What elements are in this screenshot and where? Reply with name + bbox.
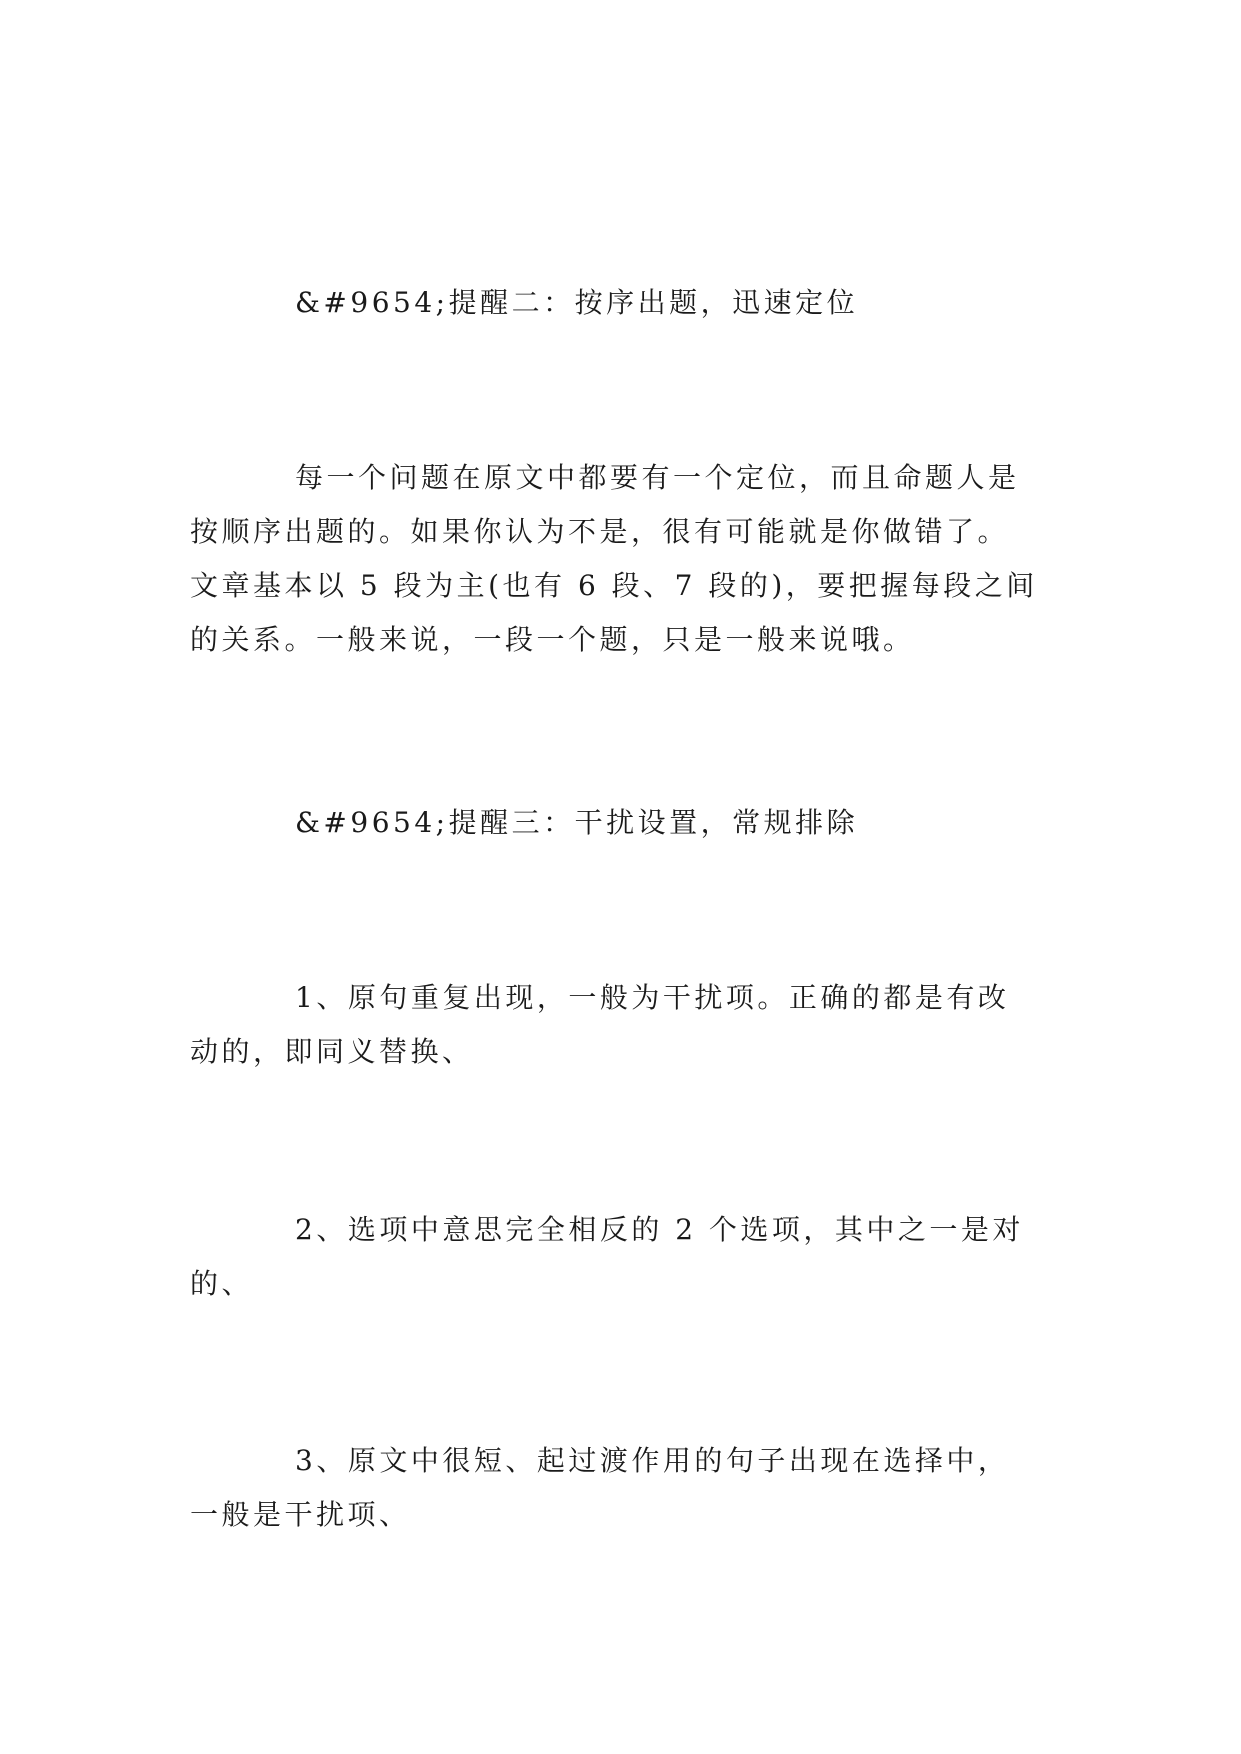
list-item-2 xyxy=(190,1203,1050,1311)
paragraph-line: 每一个问题在原文中都要有一个定位，而且命题人是 xyxy=(295,461,1020,494)
section-heading-3: &#9654;提醒三：干扰设置，常规排除 xyxy=(295,806,859,839)
section-heading-2: &#9654;提醒二：按序出题，迅速定位 xyxy=(295,286,859,319)
paragraph-positioning xyxy=(190,451,1050,667)
list-item-3 xyxy=(190,1434,1050,1542)
paragraph-line: 1、原句重复出现，一般为干扰项。正确的都是有改 xyxy=(295,981,1010,1014)
paragraph-line: 一般是干扰项、 xyxy=(190,1498,411,1531)
paragraph-line: 动的，即同义替换、 xyxy=(190,1035,474,1068)
paragraph-line: 3、原文中很短、起过渡作用的句子出现在选择中， xyxy=(295,1444,1010,1477)
paragraph-line: 按顺序出题的。如果你认为不是，很有可能就是你做错了。 xyxy=(190,515,1010,548)
paragraph-line: 的关系。一般来说，一段一个题，只是一般来说哦。 xyxy=(190,623,915,656)
paragraph-line: 文章基本以 5 段为主(也有 6 段、7 段的)，要把握每段之间 xyxy=(190,569,1038,602)
paragraph-line: 2、选项中意思完全相反的 2 个选项，其中之一是对 xyxy=(295,1213,1024,1246)
list-item-1 xyxy=(190,971,1050,1079)
paragraph-line: 的、 xyxy=(190,1267,254,1300)
